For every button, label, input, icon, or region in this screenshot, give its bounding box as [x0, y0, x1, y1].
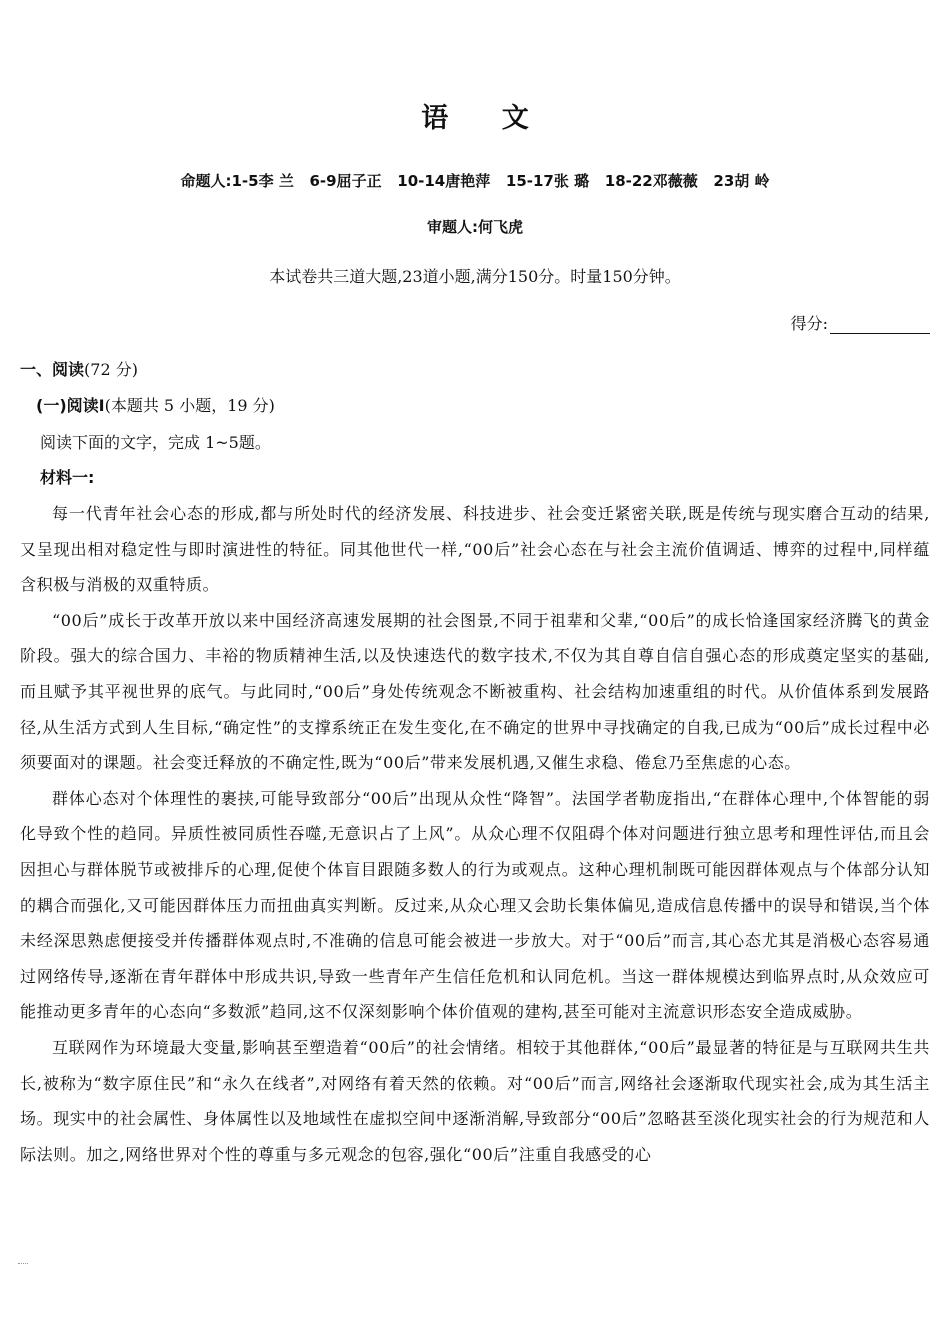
paragraph: “00后”成长于改革开放以来中国经济高速发展期的社会图景,不同于祖辈和父辈,“00后”的成长恰逢国家经济腾飞的黄金阶段。强大的综合国力、丰裕的物质精神生活,以及快速迭代的数字技术,不仅为其自尊自信自强心态的形成奠定坚实的基础,而且赋予其平视世界的底气。与此同时,“00后”身处传统观念不断被重构、社会结构加速重组的时代。从价值体系到发展路径,从生活方式到人生目标,“确定性”的支撑系统正在发生变化,在不确定的世界中寻找确定的自我,已成为“00后”成长过程中必须要面对的课题。社会变迁释放的不确定性,既为“00后”带来发展机遇,又催生求稳、倦怠乃至焦虑的心态。 — [20, 610, 930, 773]
score-blank[interactable] — [830, 315, 930, 334]
paragraph: 互联网作为环境最大变量,影响甚至塑造着“00后”的社会情绪。相较于其他群体,“00后”最显著的特征是与互联网共生共长,被称为“数字原住民”和“永久在线者”,对网络有着天然的依赖。对“00后”而言,网络社会逐渐取代现实社会,成为其生活主场。现实中的社会属性、身体属性以及地域性在虚拟空间中逐渐消解,导致部分“00后”忽略甚至淡化现实社会的行为规范和人际法则。加之,网络世界对个性的尊重与多元观念的包容,强化“00后”注重自我感受的心 — [20, 1037, 930, 1164]
subsection-detail: (本题共 5 小题，19 分) — [104, 396, 275, 415]
material-label: 材料一: — [40, 468, 95, 487]
section-label: 一、阅读 — [20, 360, 85, 379]
instruction: 阅读下面的文字，完成 1~5题。 — [40, 433, 271, 452]
subsection-label: (一)阅读Ⅰ — [36, 396, 105, 415]
paragraph: 每一代青年社会心态的形成,都与所处时代的经济发展、科技进步、社会变迁紧密关联,既是传统与现实磨合互动的结果,又呈现出相对稳定性与即时演进性的特征。同其他世代一样,“00后”社会心态在与社会主流价值调适、博弈的过程中,同样蕴含积极与消极的双重特质。 — [20, 504, 930, 595]
exam-intro: 本试卷共三道大题,23道小题,满分150分。时量150分钟。 — [269, 267, 681, 286]
page-title: 语 文 — [421, 103, 551, 134]
paragraph: 群体心态对个体理性的裹挟,可能导致部分“00后”出现从众性“降智”。法国学者勒庞指出,“在群体心理中,个体智能的弱化导致个性的趋同。异质性被同质性吞噬,无意识占了上风”。从众心理不仅阻碍个体对问题进行独立思考和理性评估,而且会因担心与群体脱节或被排斥的心理,促使个体盲目跟随多数人的行为或观点。这种心理机制既可能因群体观点与个体部分认知的耦合而强化,又可能因群体压力而扭曲真实判断。反过来,从众心理又会助长集体偏见,造成信息传播中的误导和错误,当个体未经深思熟虑便接受并传播群体观点时,不准确的信息可能会被进一步放大。对于“00后”而言,其心态尤其是消极心态容易通过网络传导,逐渐在青年群体中形成共识,导致一些青年产生信任危机和认同危机。当这一群体规模达到临界点时,从众效应可能推动更多青年的心态向“多数派”趋同,这不仅深刻影响个体价值观的建构,甚至可能对主流意识形态安全造成威胁。 — [20, 788, 930, 1022]
reviewer-line: 审题人:何飞虎 — [427, 218, 523, 236]
score-field — [791, 311, 930, 334]
passage — [20, 496, 930, 1172]
footer-mark — [18, 1263, 28, 1264]
section-points: (72 分) — [84, 360, 138, 379]
authors-line: 命题人:1-5李 兰 6-9屈子正 10-14唐艳萍 15-17张 璐 18-22邓薇薇 23胡 岭 — [180, 172, 770, 190]
score-label: 得分: — [790, 314, 828, 333]
subsection-heading — [36, 393, 275, 416]
section-heading — [20, 357, 138, 380]
